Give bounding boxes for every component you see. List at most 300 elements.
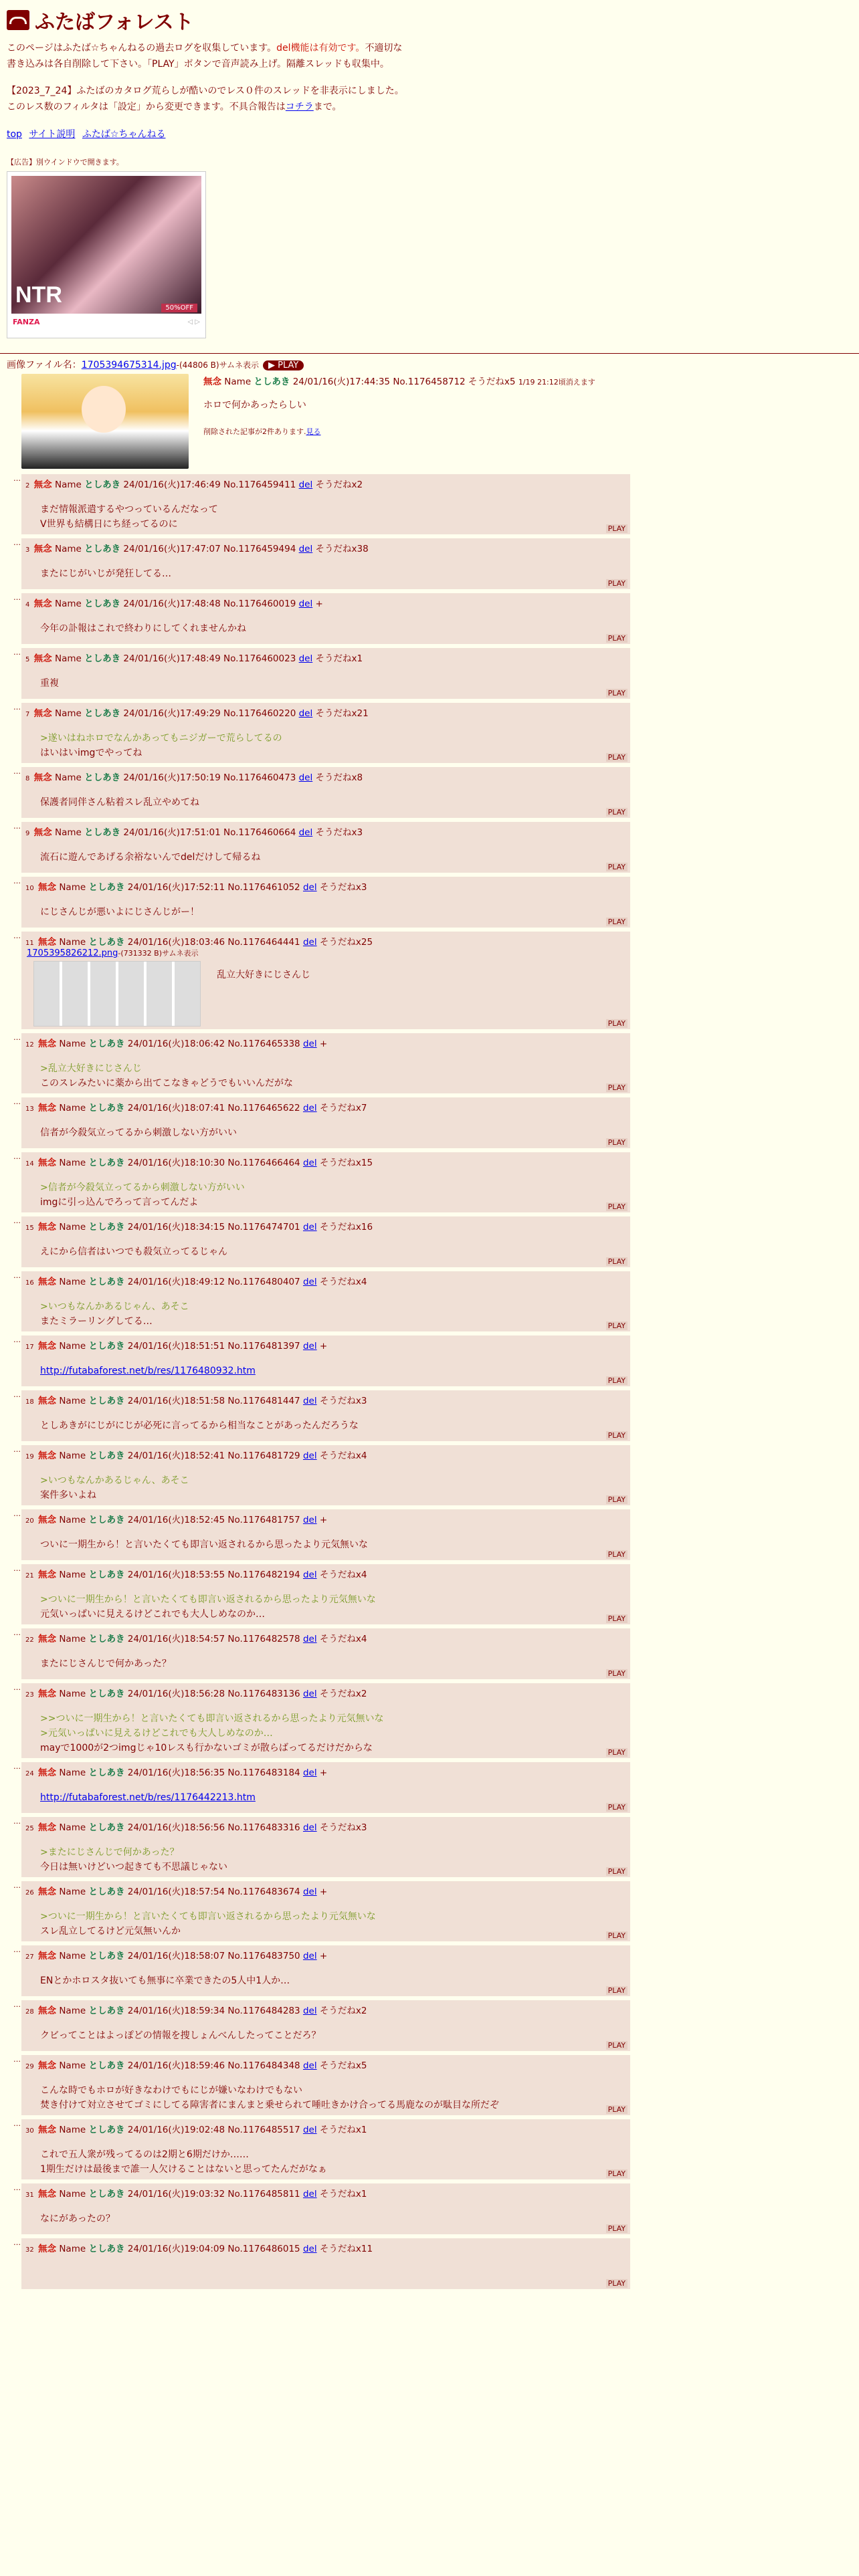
reply-meta bbox=[25, 879, 626, 893]
reply-meta bbox=[25, 706, 626, 719]
reply-post bbox=[21, 1445, 630, 1505]
reply-play-button[interactable]: PLAY bbox=[606, 2169, 628, 2178]
reply-play-button[interactable]: PLAY bbox=[606, 2224, 628, 2233]
post-subject: 無念 bbox=[38, 1451, 57, 1461]
reply-row bbox=[13, 1335, 852, 1386]
reply-line: クビってことはよっぽどの情報を捜しょんべんしたってことだろ？ bbox=[40, 2030, 321, 2041]
reply-body bbox=[40, 1364, 626, 1378]
name-label: Name bbox=[59, 1396, 86, 1406]
reply-row bbox=[13, 2238, 852, 2289]
post-number[interactable]: No.1176483674 bbox=[227, 1887, 300, 1897]
reply-play-button[interactable]: PLAY bbox=[606, 1931, 628, 1940]
reply-play-button[interactable]: PLAY bbox=[606, 2279, 628, 2288]
del-button[interactable]: del bbox=[302, 2244, 317, 2254]
reply-meta bbox=[25, 1820, 626, 1833]
reply-index: 9 bbox=[25, 830, 30, 837]
post-number[interactable]: No.1176483316 bbox=[227, 1822, 300, 1833]
file-label: 画像ファイル名： bbox=[7, 360, 82, 370]
del-button[interactable]: del bbox=[302, 1887, 317, 1897]
thread-file-link[interactable]: 1705394675314.jpg bbox=[81, 360, 177, 370]
reply-play-button[interactable]: PLAY bbox=[606, 1257, 628, 1266]
del-button[interactable]: del bbox=[298, 708, 313, 719]
soudane-button[interactable]: そうだねx3 bbox=[319, 1822, 367, 1833]
post-subject: 無念 bbox=[38, 2060, 57, 2071]
del-button[interactable]: del bbox=[302, 1767, 317, 1778]
post-subject: 無念 bbox=[33, 479, 52, 490]
reply-body bbox=[40, 2028, 626, 2043]
post-subject: 無念 bbox=[38, 937, 57, 948]
name-label: Name bbox=[59, 1951, 86, 1961]
reply-file-meta: -(731332 B)サムネ表示 bbox=[118, 949, 199, 958]
del-button[interactable]: del bbox=[302, 1396, 317, 1406]
reply-line: はいはいimgでやってね bbox=[40, 748, 142, 758]
notice-end: まで。 bbox=[313, 102, 342, 112]
reply-play-button[interactable]: PLAY bbox=[606, 1495, 628, 1504]
site-title[interactable] bbox=[7, 5, 852, 35]
reply-index: 17 bbox=[25, 1344, 34, 1351]
reply-dots-icon: … bbox=[13, 1390, 21, 1399]
reply-post bbox=[21, 2183, 630, 2234]
post-date: 24/01/16(火)18:57:54 bbox=[127, 1887, 225, 1897]
del-button[interactable]: del bbox=[302, 2189, 317, 2199]
reply-index: 3 bbox=[25, 546, 30, 554]
reply-dots-icon: … bbox=[13, 932, 21, 940]
reply-row bbox=[13, 1881, 852, 1941]
post-subject: 無念 bbox=[38, 1396, 57, 1406]
poster-name: としあき bbox=[84, 827, 121, 838]
reply-line: mayで1000が2つimgじゃ10レスも行かないゴミが散らばってるだけだからな bbox=[40, 1743, 373, 1753]
reply-body bbox=[40, 1125, 626, 1140]
soudane-button[interactable]: そうだねx11 bbox=[319, 2244, 373, 2254]
soudane-button[interactable]: そうだねx2 bbox=[315, 479, 363, 490]
del-button[interactable]: del bbox=[302, 2006, 317, 2016]
post-date: 24/01/16(火)17:48:48 bbox=[123, 599, 221, 609]
reply-post bbox=[21, 1390, 630, 1441]
post-subject: 無念 bbox=[38, 1341, 57, 1352]
reply-row bbox=[13, 1271, 852, 1331]
soudane-button[interactable]: そうだねx5 bbox=[319, 2060, 367, 2071]
poster-name: としあき bbox=[88, 1887, 125, 1897]
soudane-button[interactable]: そうだねx1 bbox=[315, 653, 363, 664]
reply-index: 27 bbox=[25, 1953, 34, 1961]
reply-dots-icon: … bbox=[13, 1097, 21, 1106]
reply-play-button[interactable]: PLAY bbox=[606, 918, 628, 926]
post-number[interactable]: No.1176483750 bbox=[227, 1951, 300, 1961]
soudane-button[interactable]: + bbox=[319, 1951, 328, 1961]
post-date: 24/01/16(火)18:53:55 bbox=[127, 1570, 225, 1580]
post-number[interactable]: No.1176482194 bbox=[227, 1570, 300, 1580]
thread bbox=[0, 354, 859, 2297]
reply-play-button[interactable]: PLAY bbox=[606, 1431, 628, 1440]
soudane-button[interactable]: そうだねx3 bbox=[319, 882, 367, 893]
reply-meta bbox=[25, 1884, 626, 1897]
reply-row bbox=[13, 1683, 852, 1758]
reply-play-button[interactable]: PLAY bbox=[606, 1550, 628, 1559]
name-label: Name bbox=[59, 1158, 86, 1168]
reply-dots-icon: … bbox=[13, 1683, 21, 1692]
reply-line: 乱立大好きにじさんじ bbox=[217, 970, 310, 980]
reply-body bbox=[40, 905, 626, 920]
reply-post bbox=[21, 538, 630, 589]
name-label: Name bbox=[54, 544, 82, 554]
soudane-button[interactable]: そうだねx16 bbox=[319, 1222, 373, 1232]
reply-index: 5 bbox=[25, 656, 30, 663]
name-label: Name bbox=[59, 1689, 86, 1699]
name-label: Name bbox=[59, 1039, 86, 1049]
intro-text-2: 不適切な書き込みは各自削除して下さい。「PLAY」ボタンで音声読み上げ。隔離スレッドも収集中。 bbox=[7, 43, 403, 70]
post-date: 24/01/16(火)18:59:34 bbox=[127, 2006, 225, 2016]
reply-line: 元気いっぱいに見えるけどこれでも大人しめなのか… bbox=[40, 1609, 265, 1620]
post-number[interactable]: No.1176481447 bbox=[227, 1396, 300, 1406]
soudane-button[interactable]: そうだねx7 bbox=[319, 1103, 367, 1113]
reply-meta bbox=[25, 2122, 626, 2135]
reply-play-button[interactable]: PLAY bbox=[606, 1083, 628, 1092]
soudane-button[interactable]: そうだねx4 bbox=[319, 1451, 367, 1461]
reply-row bbox=[13, 2119, 852, 2179]
reply-index: 22 bbox=[25, 1636, 34, 1644]
post-number[interactable]: No.1176458712 bbox=[393, 377, 466, 387]
notice-paragraph bbox=[7, 83, 408, 115]
reply-line: 重複 bbox=[40, 678, 59, 689]
poster-name: としあき bbox=[88, 2060, 125, 2071]
soudane-button[interactable]: そうだねx1 bbox=[319, 2125, 367, 2135]
thread-play-button[interactable]: ▶ PLAY bbox=[263, 360, 304, 370]
reply-row bbox=[13, 1564, 852, 1624]
reply-line: 焚き付けて対立させてゴミにしてる障害者にまんまと乗せられて唾吐きかけ合ってる馬鹿なのが駄目な所だぞ bbox=[40, 2100, 499, 2111]
reply-index: 11 bbox=[25, 940, 34, 947]
play-label: PLAY bbox=[278, 360, 299, 370]
soudane-button[interactable]: そうだねx38 bbox=[315, 544, 369, 554]
post-number[interactable]: No.1176465338 bbox=[227, 1039, 300, 1049]
reply-index: 28 bbox=[25, 2008, 34, 2016]
reply-play-button[interactable]: PLAY bbox=[606, 1669, 628, 1678]
reply-meta bbox=[25, 1567, 626, 1580]
reply-row bbox=[13, 877, 852, 928]
post-number[interactable]: No.1176460664 bbox=[223, 827, 296, 838]
poster-name: としあき bbox=[84, 772, 121, 783]
reply-row bbox=[13, 703, 852, 763]
del-button[interactable]: del bbox=[302, 1222, 317, 1232]
post-number[interactable]: No.1176465622 bbox=[227, 1103, 300, 1113]
reply-row bbox=[13, 1509, 852, 1560]
del-button[interactable]: del bbox=[302, 1103, 317, 1113]
reply-thumbnail[interactable] bbox=[33, 961, 201, 1027]
del-button[interactable]: del bbox=[298, 599, 313, 609]
soudane-button[interactable]: + bbox=[319, 1341, 328, 1352]
name-label: Name bbox=[54, 599, 82, 609]
del-button[interactable]: del bbox=[302, 1515, 317, 1525]
reply-play-button[interactable]: PLAY bbox=[606, 1803, 628, 1812]
reply-post bbox=[21, 1152, 630, 1212]
post-number[interactable]: No.1176460473 bbox=[223, 772, 296, 783]
reply-post bbox=[21, 1033, 630, 1093]
name-label: Name bbox=[59, 937, 86, 948]
reply-play-button[interactable]: PLAY bbox=[606, 1138, 628, 1147]
del-button[interactable]: del bbox=[298, 653, 313, 664]
del-button[interactable]: del bbox=[302, 1951, 317, 1961]
post-date: 24/01/16(火)17:48:49 bbox=[123, 653, 221, 664]
reply-post bbox=[21, 822, 630, 873]
post-subject: 無念 bbox=[203, 377, 221, 387]
reply-row bbox=[13, 648, 852, 699]
post-number[interactable]: No.1176460023 bbox=[223, 653, 296, 664]
post-number[interactable]: No.1176482578 bbox=[227, 1634, 300, 1644]
soudane-button[interactable]: そうだねx2 bbox=[319, 2006, 367, 2016]
report-link[interactable]: コチラ bbox=[285, 102, 314, 112]
soudane-button[interactable]: そうだねx1 bbox=[319, 2189, 367, 2199]
post-number[interactable]: No.1176481397 bbox=[227, 1341, 300, 1352]
post-number[interactable]: No.1176459494 bbox=[223, 544, 296, 554]
reply-link[interactable]: http://futabaforest.net/b/res/1176442213.htm bbox=[40, 1792, 256, 1803]
post-date: 24/01/16(火)18:54:57 bbox=[127, 1634, 225, 1644]
reply-play-button[interactable]: PLAY bbox=[606, 1321, 628, 1330]
poster-name: としあき bbox=[88, 2006, 125, 2016]
ad-nav-arrows-icon[interactable]: ◁ ▷ bbox=[187, 318, 200, 326]
post-number[interactable]: No.1176459411 bbox=[223, 479, 296, 490]
del-button[interactable]: del bbox=[302, 1277, 317, 1287]
name-label: Name bbox=[59, 2006, 86, 2016]
reply-index: 24 bbox=[25, 1770, 34, 1778]
soudane-button[interactable]: + bbox=[319, 1887, 328, 1897]
reply-meta bbox=[25, 477, 626, 490]
reply-dots-icon: … bbox=[13, 822, 21, 831]
reply-row bbox=[13, 2055, 852, 2115]
reply-post bbox=[21, 1945, 630, 1996]
reply-meta bbox=[25, 651, 626, 664]
reply-quote: >いつもなんかあるじゃん、あそこ bbox=[40, 1475, 189, 1486]
show-deleted-link[interactable]: 見る bbox=[306, 427, 321, 436]
soudane-button[interactable]: そうだねx4 bbox=[319, 1634, 367, 1644]
del-button[interactable]: del bbox=[298, 479, 313, 490]
soudane-button[interactable]: そうだねx2 bbox=[319, 1689, 367, 1699]
reply-line: としあきがにじがにじが必死に言ってるから相当なことがあったんだろうな bbox=[40, 1420, 359, 1431]
reply-play-button[interactable]: PLAY bbox=[606, 753, 628, 762]
nav-link-about[interactable]: サイト説明 bbox=[29, 129, 76, 140]
reply-index: 2 bbox=[25, 482, 30, 490]
del-button[interactable]: del bbox=[298, 544, 313, 554]
post-number[interactable]: No.1176460220 bbox=[223, 708, 296, 719]
reply-play-button[interactable]: PLAY bbox=[606, 1986, 628, 1995]
poster-name: としあき bbox=[88, 937, 125, 948]
reply-post bbox=[21, 2000, 630, 2051]
reply-play-button[interactable]: PLAY bbox=[606, 1376, 628, 1385]
reply-meta bbox=[25, 1036, 626, 1049]
reply-play-button[interactable]: PLAY bbox=[606, 808, 628, 817]
post-subject: 無念 bbox=[38, 2244, 57, 2254]
post-number[interactable]: No.1176464441 bbox=[227, 937, 300, 948]
reply-line: またにじさんじで何かあった？ bbox=[40, 1658, 171, 1669]
reply-line: このスレみたいに薬から出てこなきゃどうでもいいんだがな bbox=[40, 1078, 293, 1089]
nav-link-futaba[interactable]: ふたば☆ちゃんねる bbox=[82, 129, 166, 140]
name-label: Name bbox=[59, 1103, 86, 1113]
reply-body bbox=[217, 968, 310, 1027]
poster-name: としあき bbox=[88, 1277, 125, 1287]
post-subject: 無念 bbox=[38, 1887, 57, 1897]
post-number[interactable]: No.1176481729 bbox=[227, 1451, 300, 1461]
reply-meta bbox=[25, 1155, 626, 1168]
op-thumbnail[interactable] bbox=[21, 374, 189, 469]
op-post bbox=[7, 374, 852, 469]
reply-post bbox=[21, 1762, 630, 1813]
poster-name: としあき bbox=[88, 1039, 125, 1049]
del-button[interactable]: del bbox=[298, 827, 313, 838]
name-label: Name bbox=[59, 1767, 86, 1778]
post-number[interactable]: No.1176461052 bbox=[227, 882, 300, 893]
intro-paragraph bbox=[7, 40, 408, 72]
reply-play-button[interactable]: PLAY bbox=[606, 689, 628, 697]
reply-post bbox=[21, 877, 630, 928]
reply-play-button[interactable]: PLAY bbox=[606, 2105, 628, 2114]
poster-name: としあき bbox=[88, 1767, 125, 1778]
name-label: Name bbox=[59, 1822, 86, 1833]
poster-name: としあき bbox=[88, 1822, 125, 1833]
del-button[interactable]: del bbox=[302, 2125, 317, 2135]
post-subject: 無念 bbox=[38, 1822, 57, 1833]
name-label: Name bbox=[59, 1887, 86, 1897]
nav-link-top[interactable]: top bbox=[7, 129, 22, 140]
name-label: Name bbox=[59, 2189, 86, 2199]
del-button[interactable]: del bbox=[302, 2060, 317, 2071]
reply-post bbox=[21, 1335, 630, 1386]
post-number[interactable]: No.1176485811 bbox=[227, 2189, 300, 2199]
reply-link[interactable]: http://futabaforest.net/b/res/1176480932.htm bbox=[40, 1366, 256, 1376]
reply-meta bbox=[25, 2186, 626, 2199]
post-number[interactable]: No.1176483136 bbox=[227, 1689, 300, 1699]
reply-line: 保護者同伴さん粘着スレ乱立やめてね bbox=[40, 797, 199, 808]
reply-body bbox=[40, 731, 626, 760]
reply-body bbox=[40, 1299, 626, 1329]
post-date: 24/01/16(火)17:44:35 bbox=[292, 377, 391, 387]
post-number[interactable]: No.1176484283 bbox=[227, 2006, 300, 2016]
post-number[interactable]: No.1176481757 bbox=[227, 1515, 300, 1525]
reply-body bbox=[40, 502, 626, 532]
post-date: 24/01/16(火)17:51:01 bbox=[123, 827, 221, 838]
reply-post bbox=[21, 1509, 630, 1560]
reply-list bbox=[7, 474, 852, 2289]
soudane-button[interactable]: そうだねx3 bbox=[315, 827, 363, 838]
soudane-button[interactable]: そうだねx5 bbox=[468, 377, 516, 387]
reply-line: まだ情報派遣するやつっているんだなって bbox=[40, 504, 218, 515]
reply-dots-icon: … bbox=[13, 1271, 21, 1280]
reply-line: なにがあったの？ bbox=[40, 2214, 115, 2224]
reply-index: 16 bbox=[25, 1279, 34, 1287]
reply-index: 15 bbox=[25, 1224, 34, 1232]
post-number[interactable]: No.1176460019 bbox=[223, 599, 296, 609]
ad-label: 【広告】別ウインドウで開きます。 bbox=[7, 158, 124, 167]
reply-play-button[interactable]: PLAY bbox=[606, 2041, 628, 2050]
ad-image[interactable] bbox=[11, 176, 201, 314]
post-number[interactable]: No.1176474701 bbox=[227, 1222, 300, 1232]
reply-row bbox=[13, 1762, 852, 1813]
post-date: 24/01/16(火)18:51:51 bbox=[127, 1341, 225, 1352]
reply-play-button[interactable]: PLAY bbox=[606, 1202, 628, 1211]
poster-name: としあき bbox=[84, 479, 121, 490]
reply-play-button[interactable]: PLAY bbox=[606, 1748, 628, 1757]
soudane-button[interactable]: そうだねx3 bbox=[319, 1396, 367, 1406]
post-date: 24/01/16(火)18:49:12 bbox=[127, 1277, 225, 1287]
del-button[interactable]: del bbox=[302, 1341, 317, 1352]
soudane-button[interactable]: + bbox=[315, 599, 323, 609]
soudane-button[interactable]: + bbox=[319, 1039, 328, 1049]
post-number[interactable]: No.1176485517 bbox=[227, 2125, 300, 2135]
del-button[interactable]: del bbox=[302, 1451, 317, 1461]
post-subject: 無念 bbox=[38, 2189, 57, 2199]
post-subject: 無念 bbox=[38, 2006, 57, 2016]
deleted-note-text: 削除された記事が2件あります. bbox=[203, 427, 306, 436]
del-button[interactable]: del bbox=[298, 772, 313, 783]
reply-play-button[interactable]: PLAY bbox=[606, 1019, 628, 1028]
reply-dots-icon: … bbox=[13, 593, 21, 602]
soudane-button[interactable]: そうだねx21 bbox=[315, 708, 369, 719]
intro-del-note: del機能は有効です。 bbox=[276, 43, 365, 53]
del-button[interactable]: del bbox=[302, 1634, 317, 1644]
reply-body bbox=[40, 1473, 626, 1503]
ad-banner[interactable] bbox=[7, 171, 206, 338]
reply-dots-icon: … bbox=[13, 2055, 21, 2064]
del-button[interactable]: del bbox=[302, 937, 317, 948]
post-number[interactable]: No.1176480407 bbox=[227, 1277, 300, 1287]
soudane-button[interactable]: そうだねx8 bbox=[315, 772, 363, 783]
reply-play-button[interactable]: PLAY bbox=[606, 579, 628, 588]
reply-play-button[interactable]: PLAY bbox=[606, 524, 628, 533]
del-button[interactable]: del bbox=[302, 1039, 317, 1049]
del-button[interactable]: del bbox=[302, 1570, 317, 1580]
ad-discount: 50%OFF bbox=[161, 304, 197, 312]
reply-meta bbox=[25, 1100, 626, 1113]
reply-line: こんな時でもホロが好きなわけでもにじが嫌いなわけでもない bbox=[40, 2085, 302, 2096]
site-logo-icon bbox=[7, 10, 29, 30]
poster-name: としあき bbox=[88, 1951, 125, 1961]
reply-play-button[interactable]: PLAY bbox=[606, 1614, 628, 1623]
del-button[interactable]: del bbox=[302, 1689, 317, 1699]
reply-play-button[interactable]: PLAY bbox=[606, 863, 628, 871]
del-button[interactable]: del bbox=[302, 1822, 317, 1833]
poster-name: としあき bbox=[88, 882, 125, 893]
reply-meta bbox=[25, 770, 626, 783]
post-number[interactable]: No.1176466464 bbox=[227, 1158, 300, 1168]
del-button[interactable]: del bbox=[302, 1158, 317, 1168]
soudane-button[interactable]: そうだねx15 bbox=[319, 1158, 373, 1168]
reply-play-button[interactable]: PLAY bbox=[606, 634, 628, 643]
post-subject: 無念 bbox=[38, 1689, 57, 1699]
del-button[interactable]: del bbox=[302, 882, 317, 893]
soudane-button[interactable]: + bbox=[319, 1515, 328, 1525]
op-body bbox=[203, 374, 595, 469]
soudane-button[interactable]: そうだねx25 bbox=[319, 937, 373, 948]
reply-play-button[interactable]: PLAY bbox=[606, 1867, 628, 1876]
reply-body bbox=[40, 1245, 626, 1259]
soudane-button[interactable]: そうだねx4 bbox=[319, 1277, 367, 1287]
reply-row bbox=[13, 474, 852, 534]
reply-file-link[interactable]: 1705395826212.png bbox=[27, 948, 118, 958]
ad-brand-logo: FANZA bbox=[13, 318, 40, 326]
name-label: Name bbox=[59, 1570, 86, 1580]
post-subject: 無念 bbox=[38, 2125, 57, 2135]
reply-line: ついに一期生から！と言いたくても即言い返されるから思ったより元気無いな bbox=[40, 1539, 368, 1550]
post-number[interactable]: No.1176483184 bbox=[227, 1767, 300, 1778]
reply-index: 4 bbox=[25, 601, 30, 609]
post-subject: 無念 bbox=[38, 1767, 57, 1778]
reply-row bbox=[13, 1390, 852, 1441]
post-number[interactable]: No.1176484348 bbox=[227, 2060, 300, 2071]
soudane-button[interactable]: そうだねx4 bbox=[319, 1570, 367, 1580]
reply-post bbox=[21, 593, 630, 644]
post-number[interactable]: No.1176486015 bbox=[227, 2244, 300, 2254]
soudane-button[interactable]: + bbox=[319, 1767, 328, 1778]
reply-body bbox=[40, 1790, 626, 1805]
reply-index: 20 bbox=[25, 1517, 34, 1525]
reply-line: V世界も結構日にち経ってるのに bbox=[40, 519, 178, 530]
